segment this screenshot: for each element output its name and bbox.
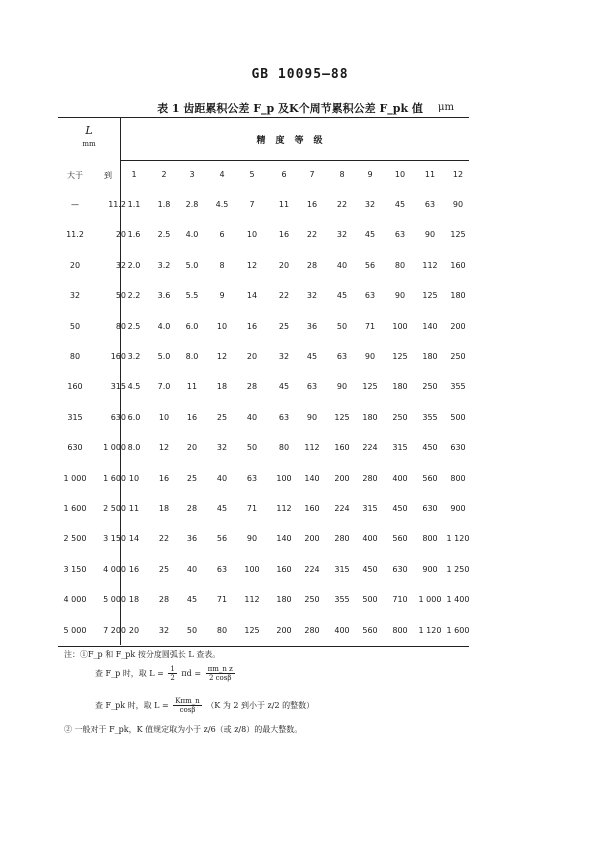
tolerance-value: 450 bbox=[362, 564, 378, 574]
unit-label: μm bbox=[438, 102, 454, 113]
tolerance-value: 5.0 bbox=[185, 260, 199, 270]
tolerance-value: 40 bbox=[336, 260, 348, 270]
note-2-frac2-num: πm_n z bbox=[207, 665, 233, 673]
tolerance-value: 2.0 bbox=[127, 260, 141, 270]
range-from: 80 bbox=[69, 352, 81, 361]
tolerance-value: 50 bbox=[246, 443, 258, 453]
tolerance-value: 32 bbox=[364, 200, 376, 209]
tolerance-value: 40 bbox=[246, 412, 258, 422]
tolerance-value: 6.0 bbox=[127, 412, 141, 422]
tolerance-value: 224 bbox=[334, 504, 350, 513]
grade-header-5: 5 bbox=[249, 170, 255, 179]
note-3 bbox=[95, 697, 314, 714]
tolerance-value: 45 bbox=[186, 595, 198, 605]
tolerance-value: 32 bbox=[336, 230, 348, 240]
note-2-mid: πd = bbox=[181, 669, 202, 678]
tolerance-value: 90 bbox=[364, 352, 376, 361]
tolerance-value: 200 bbox=[334, 473, 350, 483]
notes-label: 注：① bbox=[64, 650, 88, 659]
tolerance-value: 180 bbox=[392, 382, 408, 392]
tolerance-value: 8.0 bbox=[127, 443, 141, 453]
tolerance-value: 140 bbox=[422, 321, 438, 331]
tolerance-value: 450 bbox=[392, 504, 408, 513]
tolerance-value: 63 bbox=[246, 473, 258, 483]
tolerance-value: 8.0 bbox=[185, 352, 199, 361]
tolerance-value: 16 bbox=[278, 230, 290, 240]
tolerance-value: 400 bbox=[334, 625, 350, 635]
tolerance-value: 160 bbox=[334, 443, 350, 453]
table-row bbox=[58, 200, 469, 214]
tolerance-value: 180 bbox=[362, 412, 378, 422]
tolerance-value: 63 bbox=[424, 200, 436, 209]
tolerance-value: 400 bbox=[392, 473, 408, 483]
table-caption: 表 1 齿距累积公差 F_p 及K个周节累积公差 F_pk 值 bbox=[157, 102, 423, 115]
tolerance-value: 10 bbox=[246, 230, 258, 240]
column-from: 大于 bbox=[67, 171, 83, 180]
tolerance-value: 32 bbox=[278, 352, 290, 361]
table-row bbox=[58, 626, 469, 640]
tolerance-value: 2.5 bbox=[157, 230, 171, 240]
tolerance-value: 100 bbox=[392, 321, 408, 331]
grade-title: 精度等级 bbox=[256, 136, 333, 146]
tolerance-value: 125 bbox=[362, 382, 378, 392]
table-row bbox=[58, 413, 469, 427]
tolerance-value: 1 120 bbox=[446, 534, 470, 544]
tolerance-value: 45 bbox=[364, 230, 376, 240]
tolerance-value: 25 bbox=[278, 321, 290, 331]
tolerance-value: 630 bbox=[450, 443, 466, 453]
range-to: 7 200 bbox=[103, 625, 126, 635]
tolerance-value: 224 bbox=[304, 564, 320, 574]
grade-header-3: 3 bbox=[189, 170, 195, 179]
tolerance-value: 56 bbox=[364, 260, 376, 270]
tolerance-value: 12 bbox=[246, 260, 258, 270]
table-row bbox=[58, 230, 469, 244]
tolerance-value: 16 bbox=[158, 473, 170, 483]
tolerance-value: 280 bbox=[362, 473, 378, 483]
tolerance-value: 2.2 bbox=[127, 291, 141, 301]
tolerance-value: 25 bbox=[216, 412, 228, 422]
range-to: 32 bbox=[115, 260, 126, 270]
tolerance-value: 14 bbox=[128, 534, 140, 544]
tolerance-value: 315 bbox=[334, 564, 350, 574]
note-2 bbox=[95, 665, 237, 682]
tolerance-value: 9 bbox=[219, 291, 225, 301]
tolerance-value: 200 bbox=[450, 321, 466, 331]
range-to: 4 000 bbox=[103, 564, 126, 574]
tolerance-value: 12 bbox=[216, 352, 228, 361]
note-3-prefix: 查 F_pk 时，取 L = bbox=[95, 701, 169, 710]
tolerance-value: 20 bbox=[128, 625, 140, 635]
range-from: — bbox=[71, 200, 79, 209]
table-row bbox=[58, 504, 469, 518]
tolerance-value: 20 bbox=[186, 443, 198, 453]
tolerance-value: 71 bbox=[246, 504, 258, 513]
table-row bbox=[58, 382, 469, 396]
tolerance-value: 125 bbox=[422, 291, 438, 301]
length-unit: mm bbox=[82, 140, 96, 148]
table-row bbox=[58, 595, 469, 609]
range-to: 11.2 bbox=[108, 200, 126, 209]
tolerance-value: 63 bbox=[336, 352, 348, 361]
range-from: 50 bbox=[69, 321, 81, 331]
tolerance-value: 280 bbox=[304, 625, 320, 635]
tolerance-value: 560 bbox=[362, 625, 378, 635]
range-from: 32 bbox=[69, 291, 81, 301]
tolerance-value: 630 bbox=[422, 504, 438, 513]
tolerance-value: 5.0 bbox=[157, 352, 171, 361]
tolerance-value: 28 bbox=[158, 595, 170, 605]
range-from: 160 bbox=[67, 382, 83, 392]
tolerance-value: 1.1 bbox=[127, 200, 141, 209]
tolerance-value: 80 bbox=[394, 260, 406, 270]
range-to: 20 bbox=[115, 230, 126, 240]
tolerance-value: 25 bbox=[186, 473, 198, 483]
tolerance-value: 63 bbox=[394, 230, 406, 240]
grade-header-1: 1 bbox=[131, 170, 137, 179]
grade-header-11: 11 bbox=[424, 170, 436, 179]
note-3-suffix: （K 为 2 到小于 z/2 的整数） bbox=[206, 701, 315, 710]
range-from: 3 150 bbox=[63, 564, 87, 574]
grade-header-4: 4 bbox=[219, 170, 225, 179]
tolerance-value: 28 bbox=[246, 382, 258, 392]
tolerance-value: 7 bbox=[249, 200, 255, 209]
note-3-frac-den: cosβ bbox=[179, 706, 196, 714]
range-to: 315 bbox=[110, 382, 126, 392]
tolerance-value: 8 bbox=[219, 260, 225, 270]
grade-header-2: 2 bbox=[161, 170, 167, 179]
tolerance-value: 80 bbox=[216, 625, 228, 635]
tolerance-value: 1.6 bbox=[127, 230, 141, 240]
tolerance-value: 50 bbox=[336, 321, 348, 331]
column-header-row bbox=[58, 170, 469, 184]
range-to: 2 500 bbox=[103, 504, 126, 513]
tolerance-value: 224 bbox=[362, 443, 378, 453]
tolerance-value: 1 600 bbox=[446, 625, 470, 635]
table-row bbox=[58, 322, 469, 336]
range-from: 2 500 bbox=[63, 534, 87, 544]
tolerance-value: 1 000 bbox=[418, 595, 442, 605]
tolerance-value: 36 bbox=[186, 534, 198, 544]
tolerance-value: 14 bbox=[246, 291, 258, 301]
tolerance-value: 63 bbox=[278, 412, 290, 422]
tolerance-value: 16 bbox=[186, 412, 198, 422]
table-row bbox=[58, 352, 469, 366]
tolerance-value: 11 bbox=[278, 200, 290, 209]
range-from: 5 000 bbox=[63, 625, 87, 635]
tolerance-value: 7.0 bbox=[157, 382, 171, 392]
tolerance-value: 900 bbox=[450, 504, 466, 513]
tolerance-value: 10 bbox=[216, 321, 228, 331]
note-3-fraction bbox=[173, 697, 201, 714]
tolerance-value: 22 bbox=[306, 230, 318, 240]
tolerance-value: 112 bbox=[244, 595, 260, 605]
note-3-frac-num: Kπm_n bbox=[175, 697, 200, 705]
tolerance-value: 2.5 bbox=[127, 321, 141, 331]
note-2-frac2-den: 2 cosβ bbox=[208, 674, 232, 682]
tolerance-value: 90 bbox=[246, 534, 258, 544]
tolerance-value: 2.8 bbox=[185, 200, 199, 209]
tolerance-value: 630 bbox=[392, 564, 408, 574]
tolerance-value: 20 bbox=[246, 352, 258, 361]
tolerance-value: 160 bbox=[276, 564, 292, 574]
tolerance-value: 90 bbox=[394, 291, 406, 301]
tolerance-value: 32 bbox=[158, 625, 170, 635]
tolerance-value: 250 bbox=[422, 382, 438, 392]
tolerance-value: 450 bbox=[422, 443, 438, 453]
tolerance-value: 112 bbox=[276, 504, 292, 513]
tolerance-value: 125 bbox=[334, 412, 350, 422]
tolerance-value: 250 bbox=[304, 595, 320, 605]
tolerance-value: 1 250 bbox=[446, 564, 470, 574]
grade-header-8: 8 bbox=[339, 170, 345, 179]
grade-header-10: 10 bbox=[394, 170, 406, 179]
tolerance-value: 4.0 bbox=[185, 230, 199, 240]
column-to: 到 bbox=[104, 171, 112, 180]
range-from: 1 600 bbox=[63, 504, 87, 513]
tolerance-value: 100 bbox=[244, 564, 260, 574]
range-to: 80 bbox=[115, 321, 126, 331]
tolerance-value: 180 bbox=[276, 595, 292, 605]
tolerance-value: 160 bbox=[304, 504, 320, 513]
grade-header-12: 12 bbox=[452, 170, 464, 179]
grade-header-rule bbox=[120, 160, 469, 161]
tolerance-value: 18 bbox=[128, 595, 140, 605]
tolerance-value: 315 bbox=[392, 443, 408, 453]
table-row bbox=[58, 443, 469, 457]
tolerance-value: 5.5 bbox=[185, 291, 199, 301]
tolerance-value: 18 bbox=[216, 382, 228, 392]
range-from: 4 000 bbox=[63, 595, 87, 605]
tolerance-value: 1 120 bbox=[418, 625, 442, 635]
tolerance-value: 355 bbox=[450, 382, 466, 392]
tolerance-value: 800 bbox=[450, 473, 466, 483]
tolerance-value: 90 bbox=[452, 200, 464, 209]
tolerance-value: 1.8 bbox=[157, 200, 171, 209]
table-row bbox=[58, 534, 469, 548]
tolerance-value: 80 bbox=[278, 443, 290, 453]
tolerance-value: 22 bbox=[336, 200, 348, 209]
grade-header-6: 6 bbox=[281, 170, 287, 179]
range-from: 20 bbox=[69, 260, 81, 270]
tolerance-value: 11 bbox=[186, 382, 198, 392]
tolerance-value: 63 bbox=[216, 564, 228, 574]
tolerance-value: 18 bbox=[158, 504, 170, 513]
tolerance-value: 28 bbox=[306, 260, 318, 270]
tolerance-value: 315 bbox=[362, 504, 378, 513]
table-row bbox=[58, 291, 469, 305]
tolerance-value: 45 bbox=[278, 382, 290, 392]
tolerance-value: 63 bbox=[364, 291, 376, 301]
tolerance-value: 280 bbox=[334, 534, 350, 544]
tolerance-value: 45 bbox=[394, 200, 406, 209]
tolerance-value: 250 bbox=[450, 352, 466, 361]
tolerance-value: 6 bbox=[219, 230, 225, 240]
tolerance-value: 32 bbox=[216, 443, 228, 453]
length-label: L bbox=[85, 124, 93, 137]
tolerance-value: 112 bbox=[422, 260, 438, 270]
tolerance-value: 200 bbox=[304, 534, 320, 544]
tolerance-value: 140 bbox=[276, 534, 292, 544]
note-2-fraction-1 bbox=[168, 665, 176, 682]
tolerance-value: 355 bbox=[334, 595, 350, 605]
range-to: 630 bbox=[110, 412, 126, 422]
tolerance-value: 11 bbox=[128, 504, 140, 513]
tolerance-value: 63 bbox=[306, 382, 318, 392]
tolerance-value: 40 bbox=[186, 564, 198, 574]
tolerance-value: 4.5 bbox=[127, 382, 141, 392]
range-to: 1 600 bbox=[103, 473, 126, 483]
tolerance-value: 45 bbox=[336, 291, 348, 301]
tolerance-value: 100 bbox=[276, 473, 292, 483]
tolerance-value: 40 bbox=[216, 473, 228, 483]
range-from: 1 000 bbox=[63, 473, 87, 483]
note-2-frac1-den: 2 bbox=[170, 674, 175, 682]
tolerance-value: 560 bbox=[422, 473, 438, 483]
tolerance-value: 71 bbox=[364, 321, 376, 331]
tolerance-value: 36 bbox=[306, 321, 318, 331]
tolerance-value: 140 bbox=[304, 473, 320, 483]
tolerance-value: 160 bbox=[450, 260, 466, 270]
tolerance-value: 16 bbox=[306, 200, 318, 209]
tolerance-value: 200 bbox=[276, 625, 292, 635]
tolerance-value: 125 bbox=[244, 625, 260, 635]
tolerance-value: 45 bbox=[216, 504, 228, 513]
tolerance-value: 28 bbox=[186, 504, 198, 513]
tolerance-value: 50 bbox=[186, 625, 198, 635]
tolerance-value: 250 bbox=[392, 412, 408, 422]
tolerance-value: 16 bbox=[128, 564, 140, 574]
tolerance-value: 56 bbox=[216, 534, 228, 544]
note-1: F_p 和 F_pk 按分度圆弧长 L 查表。 bbox=[88, 650, 221, 659]
tolerance-value: 4.0 bbox=[157, 321, 171, 331]
tolerance-value: 125 bbox=[392, 352, 408, 361]
tolerance-value: 800 bbox=[392, 625, 408, 635]
tolerance-value: 90 bbox=[336, 382, 348, 392]
table-row bbox=[58, 474, 469, 488]
tolerance-value: 1 400 bbox=[446, 595, 470, 605]
tolerance-value: 90 bbox=[424, 230, 436, 240]
note-2-fraction-2 bbox=[206, 665, 235, 682]
range-from: 630 bbox=[67, 443, 83, 453]
tolerance-value: 3.2 bbox=[127, 352, 141, 361]
note-2-prefix: 查 F_p 时，取 L = bbox=[95, 669, 164, 678]
tolerance-value: 22 bbox=[278, 291, 290, 301]
tolerance-value: 25 bbox=[158, 564, 170, 574]
tolerance-value: 90 bbox=[306, 412, 318, 422]
tolerance-value: 32 bbox=[306, 291, 318, 301]
tolerance-value: 3.2 bbox=[157, 260, 171, 270]
tolerance-value: 400 bbox=[362, 534, 378, 544]
tolerance-value: 71 bbox=[216, 595, 228, 605]
tolerance-value: 6.0 bbox=[185, 321, 199, 331]
tolerance-value: 355 bbox=[422, 412, 438, 422]
tolerance-value: 3.6 bbox=[157, 291, 171, 301]
tolerance-value: 900 bbox=[422, 564, 438, 574]
note-4: ② 一般对于 F_pk，K 值规定取为小于 z/6（或 z/8）的最大整数。 bbox=[64, 725, 303, 734]
tolerance-value: 180 bbox=[422, 352, 438, 361]
tolerance-value: 12 bbox=[158, 443, 170, 453]
range-to: 5 000 bbox=[103, 595, 126, 605]
table-row bbox=[58, 261, 469, 275]
tolerance-value: 500 bbox=[450, 412, 466, 422]
note-2-frac1-num: 1 bbox=[170, 665, 175, 673]
tolerance-value: 16 bbox=[246, 321, 258, 331]
tolerance-value: 125 bbox=[450, 230, 466, 240]
range-from: 11.2 bbox=[66, 230, 84, 240]
tolerance-value: 10 bbox=[128, 473, 140, 483]
tolerance-value: 20 bbox=[278, 260, 290, 270]
standard-number: GB 10095—88 bbox=[251, 67, 349, 82]
tolerance-value: 22 bbox=[158, 534, 170, 544]
range-to: 1 000 bbox=[103, 443, 126, 453]
table-row bbox=[58, 565, 469, 579]
tolerance-value: 4.5 bbox=[215, 200, 229, 209]
tolerance-value: 800 bbox=[422, 534, 438, 544]
range-to: 160 bbox=[110, 352, 126, 361]
range-from: 315 bbox=[67, 412, 83, 422]
grade-header-9: 9 bbox=[367, 170, 373, 179]
tolerance-value: 45 bbox=[306, 352, 318, 361]
tolerance-value: 710 bbox=[392, 595, 408, 605]
grade-header-7: 7 bbox=[309, 170, 315, 179]
tolerance-value: 500 bbox=[362, 595, 378, 605]
tolerance-value: 112 bbox=[304, 443, 320, 453]
range-to: 3 150 bbox=[103, 534, 126, 544]
tolerance-value: 560 bbox=[392, 534, 408, 544]
tolerance-value: 180 bbox=[450, 291, 466, 301]
range-to: 50 bbox=[115, 291, 126, 301]
tolerance-value: 10 bbox=[158, 412, 170, 422]
